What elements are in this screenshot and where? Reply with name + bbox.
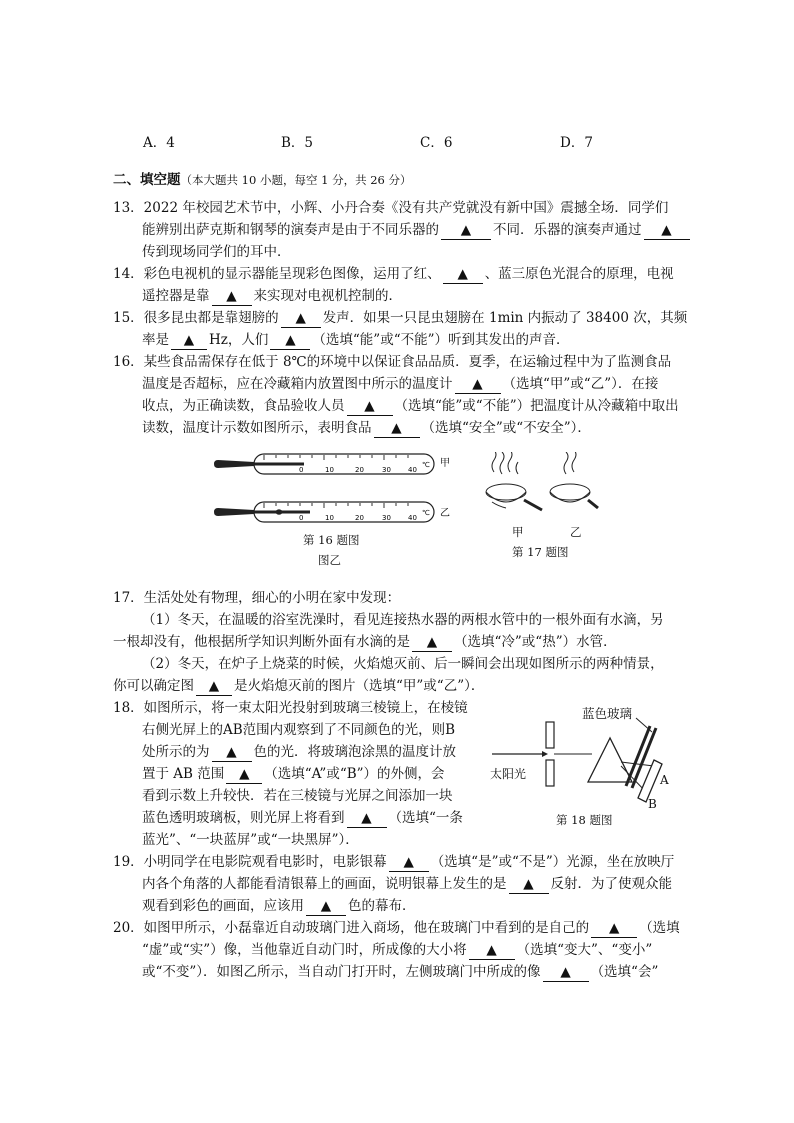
q16-line1: 16．某些食品需保存在低于 8℃的环境中以保证食品品质．夏季，在运输过程中为了监测食品 bbox=[113, 354, 672, 370]
label-jia: 甲 bbox=[440, 458, 450, 469]
figure-17-caption: 第 17 题图 bbox=[512, 545, 569, 559]
figure-17-pans bbox=[480, 452, 600, 524]
figure-16-thermometers bbox=[210, 446, 470, 532]
q17-line4: （2）冬天，在炉子上烧菜的时候，火焰熄灭前、后一瞬间会出现如图所示的两种情景， bbox=[142, 656, 664, 672]
figure-18-glass-label: 蓝色玻璃 bbox=[582, 706, 633, 721]
answer-blank[interactable]: ▲ bbox=[212, 744, 252, 762]
q19-line3: 观看到彩色的画面，应该用 ▲ 色的幕布． bbox=[142, 898, 416, 914]
tick-label-30: 30 bbox=[382, 466, 391, 474]
thermometer-jia bbox=[214, 454, 434, 474]
slit-bottom bbox=[546, 760, 554, 786]
answer-blank[interactable]: ▲ bbox=[455, 376, 501, 394]
tick-label-40: 40 bbox=[408, 514, 417, 522]
q18-line2: 右侧光屏上的AB范围内观察到了不同颜色的光，则B bbox=[142, 722, 456, 738]
q18-line1: 18．如图所示，将一束太阳光投射到玻璃三棱镜上，在棱镜 bbox=[113, 700, 468, 716]
answer-blank[interactable]: ▲ bbox=[509, 876, 549, 894]
q16-line3: 收点，为正确读数，食品验收人员 ▲ （选填“能”或“不能”）把温度计从冷藏箱中取出 bbox=[142, 398, 679, 414]
label-yi: 乙 bbox=[440, 508, 450, 519]
tick-label-0: 0 bbox=[299, 466, 304, 474]
q18-line4: 置于 AB 范围 ▲ （选填“A”或“B”）的外侧，会 bbox=[142, 766, 445, 782]
section-heading bbox=[113, 170, 412, 190]
q19-line1: 19．小明同学在电影院观看电影时，电影银幕 ▲ （选填“是”或“不是”）光源，坐在放映厅 bbox=[113, 854, 675, 870]
q17-line2: （1）冬天，在温暖的浴室洗澡时，看见连接热水器的两根水管中的一根外面有水滴，另 bbox=[142, 612, 664, 628]
figure-17-label-jia: 甲 bbox=[512, 525, 524, 539]
answer-blank[interactable]: ▲ bbox=[412, 634, 452, 652]
tick-label-20: 20 bbox=[355, 514, 364, 522]
tick-label-30: 30 bbox=[382, 514, 391, 522]
q20-line2: “虚”或“实”）像，当他靠近自动门时，所成像的大小将 ▲ （选填“变大”、“变小” bbox=[142, 942, 653, 958]
q13-line2: 能辨别出萨克斯和钢琴的演奏声是由于不同乐器的 ▲ 不同．乐器的演奏声通过 ▲ bbox=[142, 220, 692, 240]
q19-line2: 内各个角落的人都能看清银幕上的画面，说明银幕上发生的是 ▲ 反射．为了使观众能 bbox=[142, 876, 672, 892]
q20-line1: 20．如图甲所示，小磊靠近自动玻璃门进入商场，他在玻璃门中看到的是自己的 ▲ （选填 bbox=[113, 920, 680, 936]
q13-line3: 传到现场同学们的耳中． bbox=[142, 244, 291, 260]
figure-18-label-a: A bbox=[660, 773, 669, 787]
answer-blank[interactable]: ▲ bbox=[171, 332, 207, 350]
answer-blank[interactable]: ▲ bbox=[196, 678, 232, 696]
tick-label-10: 10 bbox=[325, 466, 334, 474]
q14-line2: 遥控器是靠 ▲ 来实现对电视机控制的． bbox=[142, 288, 402, 304]
pan-yi bbox=[550, 452, 598, 508]
glass-prism bbox=[588, 738, 632, 782]
q16-line2: 温度是否超标，应在冷藏箱内放置图中所示的温度计 ▲ （选填“甲”或“乙”）．在接 bbox=[142, 376, 659, 392]
q16-line4: 读数，温度计示数如图所示，表明食品 ▲ （选填“安全”或“不安全”）． bbox=[142, 420, 591, 436]
answer-blank[interactable]: ▲ bbox=[306, 898, 346, 916]
answer-blank[interactable]: ▲ bbox=[347, 810, 387, 828]
thermometer-yi bbox=[214, 502, 434, 522]
answer-blank[interactable]: ▲ bbox=[443, 266, 483, 284]
q17-line3: 一根却没有，他根据所学知识判断外面有水滴的是 ▲ （选填“冷”或“热”）水管． bbox=[113, 634, 617, 650]
q13-line1: 13．2022 年校园艺术节中，小辉、小丹合奏《没有共产党就没有新中国》震撼全场．同学们 bbox=[113, 200, 669, 216]
q17-line1: 17．生活处处有物理，细心的小明在家中发现： bbox=[113, 590, 401, 606]
option-c: C．6 bbox=[420, 135, 453, 151]
q18-line7: 蓝光”、“一块蓝屏”或“一块黑屏”）． bbox=[142, 832, 359, 848]
answer-blank[interactable]: ▲ bbox=[441, 222, 491, 240]
figure-18-caption: 第 18 题图 bbox=[556, 813, 613, 827]
tick-label-20: 20 bbox=[355, 466, 364, 474]
figure-16-subcaption: 图乙 bbox=[318, 553, 341, 567]
answer-blank[interactable]: ▲ bbox=[281, 310, 321, 328]
unit-label: ℃ bbox=[422, 461, 430, 469]
answer-blank[interactable]: ▲ bbox=[374, 420, 420, 438]
section-title: 二、填空题 bbox=[113, 172, 181, 188]
answer-blank[interactable]: ▲ bbox=[212, 288, 252, 306]
option-d: D．7 bbox=[560, 135, 593, 151]
answer-blank[interactable]: ▲ bbox=[226, 766, 262, 784]
figure-17-label-yi: 乙 bbox=[570, 525, 582, 539]
answer-blank[interactable]: ▲ bbox=[591, 920, 637, 938]
unit-label: ℃ bbox=[422, 509, 430, 517]
q15-line2: 率是 ▲ Hz，人们 ▲ （选填“能”或“不能”）听到其发出的声音． bbox=[142, 332, 570, 348]
section-note: （本大题共 10 小题，每空 1 分，共 26 分） bbox=[180, 173, 412, 187]
q18-line5: 看到示数上升较快．若在三棱镜与光屏之间添加一块 bbox=[142, 788, 453, 804]
figure-16-caption: 第 16 题图 bbox=[303, 533, 360, 547]
q17-line5: 你可以确定图 ▲ 是火焰熄灭前的图片（选填“甲”或“乙”）． bbox=[113, 678, 485, 694]
q20-line3: 或“不变”）．如图乙所示，当自动门打开时，左侧玻璃门中所成的像 ▲ （选填“会” bbox=[142, 964, 659, 980]
tick-label-40: 40 bbox=[408, 466, 417, 474]
tick-label-10: 10 bbox=[325, 514, 334, 522]
tick-label-0: 0 bbox=[299, 514, 304, 522]
answer-blank[interactable]: ▲ bbox=[389, 854, 429, 872]
q18-line6: 蓝色透明玻璃板，则光屏上将看到 ▲ （选填“一条 bbox=[142, 810, 463, 826]
answer-blank[interactable]: ▲ bbox=[347, 398, 393, 416]
q14-line1: 14．彩色电视机的显示器能呈现彩色图像，运用了红、 ▲ 、蓝三原色光混合的原理，电视 bbox=[113, 266, 674, 282]
answer-blank[interactable]: ▲ bbox=[543, 964, 589, 982]
slit-top bbox=[546, 722, 554, 748]
q18-line3: 处所示的为 ▲ 色的光．将玻璃泡涂黑的温度计放 bbox=[142, 744, 456, 760]
q15-line1: 15．很多昆虫都是靠翅膀的 ▲ 发声．如果一只昆虫翅膀在 1min 内振动了 38400 次，其频 bbox=[113, 310, 688, 326]
pan-jia bbox=[486, 452, 542, 510]
figure-18-label-b: B bbox=[648, 797, 657, 811]
answer-blank[interactable]: ▲ bbox=[644, 222, 690, 240]
option-b: B．5 bbox=[281, 135, 314, 151]
answer-blank[interactable]: ▲ bbox=[469, 942, 515, 960]
option-a: A．4 bbox=[143, 135, 175, 151]
figure-18-sun-label: 太阳光 bbox=[490, 767, 527, 781]
answer-blank[interactable]: ▲ bbox=[270, 332, 310, 350]
